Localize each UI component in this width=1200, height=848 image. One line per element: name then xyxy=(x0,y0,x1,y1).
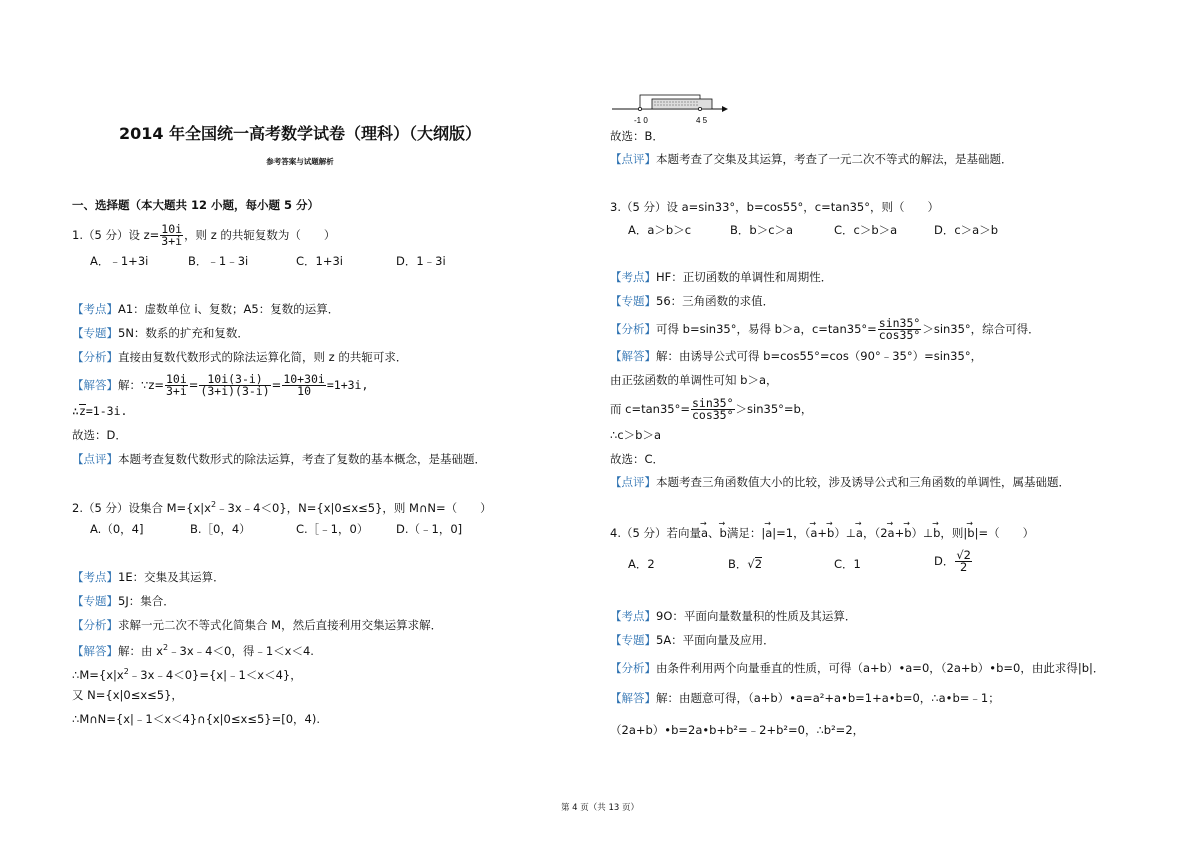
q4-zhuanti: 【专题】5A：平面向量及应用． xyxy=(610,633,775,647)
q1-option-c: C．1+3i xyxy=(296,254,343,268)
q3-dianping: 【点评】本题考查三角函数值大小的比较，涉及诱导公式和三角函数的单调性，属基础题． xyxy=(610,475,1070,489)
page-footer: 第 4 页（共 13 页） xyxy=(560,803,640,813)
q1-stem: 1.（5 分）设 z= $\frac{10i}{3+i}$ ，则 z 的共轭复数为（ ） xyxy=(72,222,336,248)
q3-line4: ∴c＞b＞a xyxy=(610,428,661,442)
q2-fenxi: 【分析】求解一元二次不等式化简集合 M，然后直接利用交集运算求解． xyxy=(72,618,443,632)
q1-fenxi: 【分析】直接由复数代数形式的除法运算化简，则 z 的共轭可求． xyxy=(72,350,408,364)
open-point-icon xyxy=(698,107,701,110)
q2-kaodian: 【考点】1E：交集及其运算． xyxy=(72,570,225,584)
q2-choose: 故选：B． xyxy=(610,129,664,143)
q2-line2: $\therefore M=\{x|x^2﹣3x﹣4<0\}=\{x|﹣1<x<4\}$， xyxy=(72,667,302,682)
q3-option-c: C．c＞b＞a xyxy=(834,223,898,237)
q1-option-a: A．﹣1+3i xyxy=(90,254,149,268)
page-title: 2014 年全国统一高考数学试卷（理科）（大纲版） xyxy=(118,124,482,143)
q2-zhuanti: 【专题】5J：集合． xyxy=(72,594,175,608)
q3-option-b: B．b＞c＞a xyxy=(730,223,794,237)
q4-option-c: C．1 xyxy=(834,557,861,571)
q2-line3: 又 N={x|0≤x≤5}， xyxy=(72,688,183,702)
q3-stem: 3.（5 分）设 a=sin33°，b=cos55°，c=tan35°，则（ ） xyxy=(610,200,939,214)
q2-dianping: 【点评】本题考查了交集及其运算，考查了一元二次不等式的解法，是基础题． xyxy=(610,152,1013,166)
q2-stem: 2.（5 分）设集合 $M=\{x|x^2﹣3x﹣4<0\}$，N={x|0≤x≤5}，则 M∩N=（ ） xyxy=(72,500,492,515)
q3-option-a: A．a＞b＞c xyxy=(628,223,692,237)
q1-dianping: 【点评】本题考查复数代数形式的除法运算，考查了复数的基本概念，是基础题． xyxy=(72,452,486,466)
q4-line2: （2a+b）•b=2a•b+b²=﹣2+b²=0，∴b²=2， xyxy=(610,723,865,737)
q3-choose: 故选：C． xyxy=(610,452,665,466)
q2-option-b: B.［0，4） xyxy=(190,522,251,536)
q3-zhuanti: 【专题】56：三角函数的求值． xyxy=(610,294,775,308)
number-line-left-label: -1 0 xyxy=(634,116,648,125)
q3-line2: 由正弦函数的单调性可知 b＞a， xyxy=(610,373,778,387)
q4-kaodian: 【考点】9O：平面向量数量积的性质及其运算． xyxy=(610,609,857,623)
q4-option-a: A．2 xyxy=(628,557,655,571)
section-heading: 一、选择题（本大题共 12 小题，每小题 5 分） xyxy=(72,198,320,212)
q1-zhuanti: 【专题】5N：数系的扩充和复数． xyxy=(72,326,249,340)
q4-stem: 4.（5 分）若向量→ a、→ b满足：|→ a|=1，（→ a+→ b）⊥→ a，（2→ a+→ b）⊥→ b，则|→ b|=（ ） xyxy=(610,525,1034,541)
q4-jieda: 【解答】解：由题意可得，（a+b）•a=a²+a•b=1+a•b=0，∴a•b=﹣1； xyxy=(610,691,1000,705)
q2-option-a: A.（0，4] xyxy=(90,522,144,536)
number-line-figure xyxy=(610,92,730,126)
q2-option-d: D.（﹣1，0] xyxy=(396,522,463,536)
q4-option-b: B．√2 xyxy=(728,557,763,571)
q3-fenxi: 【分析】可得 b=sin35°，易得 b＞a，c=tan35°= $\frac{\sin 35^\circ}{\cos 35^\circ}$ ＞sin35°，综合可得． xyxy=(610,316,1040,342)
q1-fraction: $\frac{10i}{3+i}$ xyxy=(161,222,183,248)
q1-option-b: B．﹣1﹣3i xyxy=(188,254,249,268)
q2-jieda: 【解答】解：由 $x^2﹣3x﹣4<0$，得﹣1＜x＜4. xyxy=(72,643,314,658)
q3-line3: 而 c=tan35°= $\frac{\sin 35^\circ}{\cos 35^\circ}$ ＞sin35°=b， xyxy=(610,396,813,422)
q2-line4: ∴M∩N={x|﹣1＜x＜4}∩{x|0≤x≤5}=[0，4). xyxy=(72,712,320,726)
q3-option-d: D．c＞a＞b xyxy=(934,223,999,237)
q1-conjugate: ∴z=1-3i. xyxy=(72,404,128,418)
page-subtitle: 参考答案与试题解析 xyxy=(266,157,334,166)
q1-option-d: D．1﹣3i xyxy=(396,254,446,268)
q3-jieda: 【解答】解：由诱导公式可得 b=cos55°=cos（90°﹣35°）=sin35°， xyxy=(610,349,983,363)
set-n-bracket xyxy=(652,99,712,109)
q1-choose: 故选：D． xyxy=(72,428,127,442)
q4-option-d: D． $\frac{√2}{2}$ xyxy=(934,548,972,574)
q1-kaodian: 【考点】A1：虚数单位 i、复数；A5：复数的运算． xyxy=(72,302,340,316)
number-line-right-label: 4 5 xyxy=(696,116,708,125)
q3-kaodian: 【考点】HF：正切函数的单调性和周期性． xyxy=(610,270,833,284)
arrow-icon xyxy=(722,106,728,112)
q2-option-c: C.［﹣1，0） xyxy=(296,522,369,536)
open-point-icon xyxy=(638,107,641,110)
q1-jieda: 【解答】解：∵z= $\frac{10i}{3+i}$ = $\frac{10i(3-i)}{(3+i)(3-i)}$ = $\frac{10+30i}{10}$ =1+3i, xyxy=(72,372,369,398)
q4-fenxi: 【分析】由条件利用两个向量垂直的性质，可得（a+b）•a=0，（2a+b）•b=0，由此求得|b|． xyxy=(610,661,1105,675)
